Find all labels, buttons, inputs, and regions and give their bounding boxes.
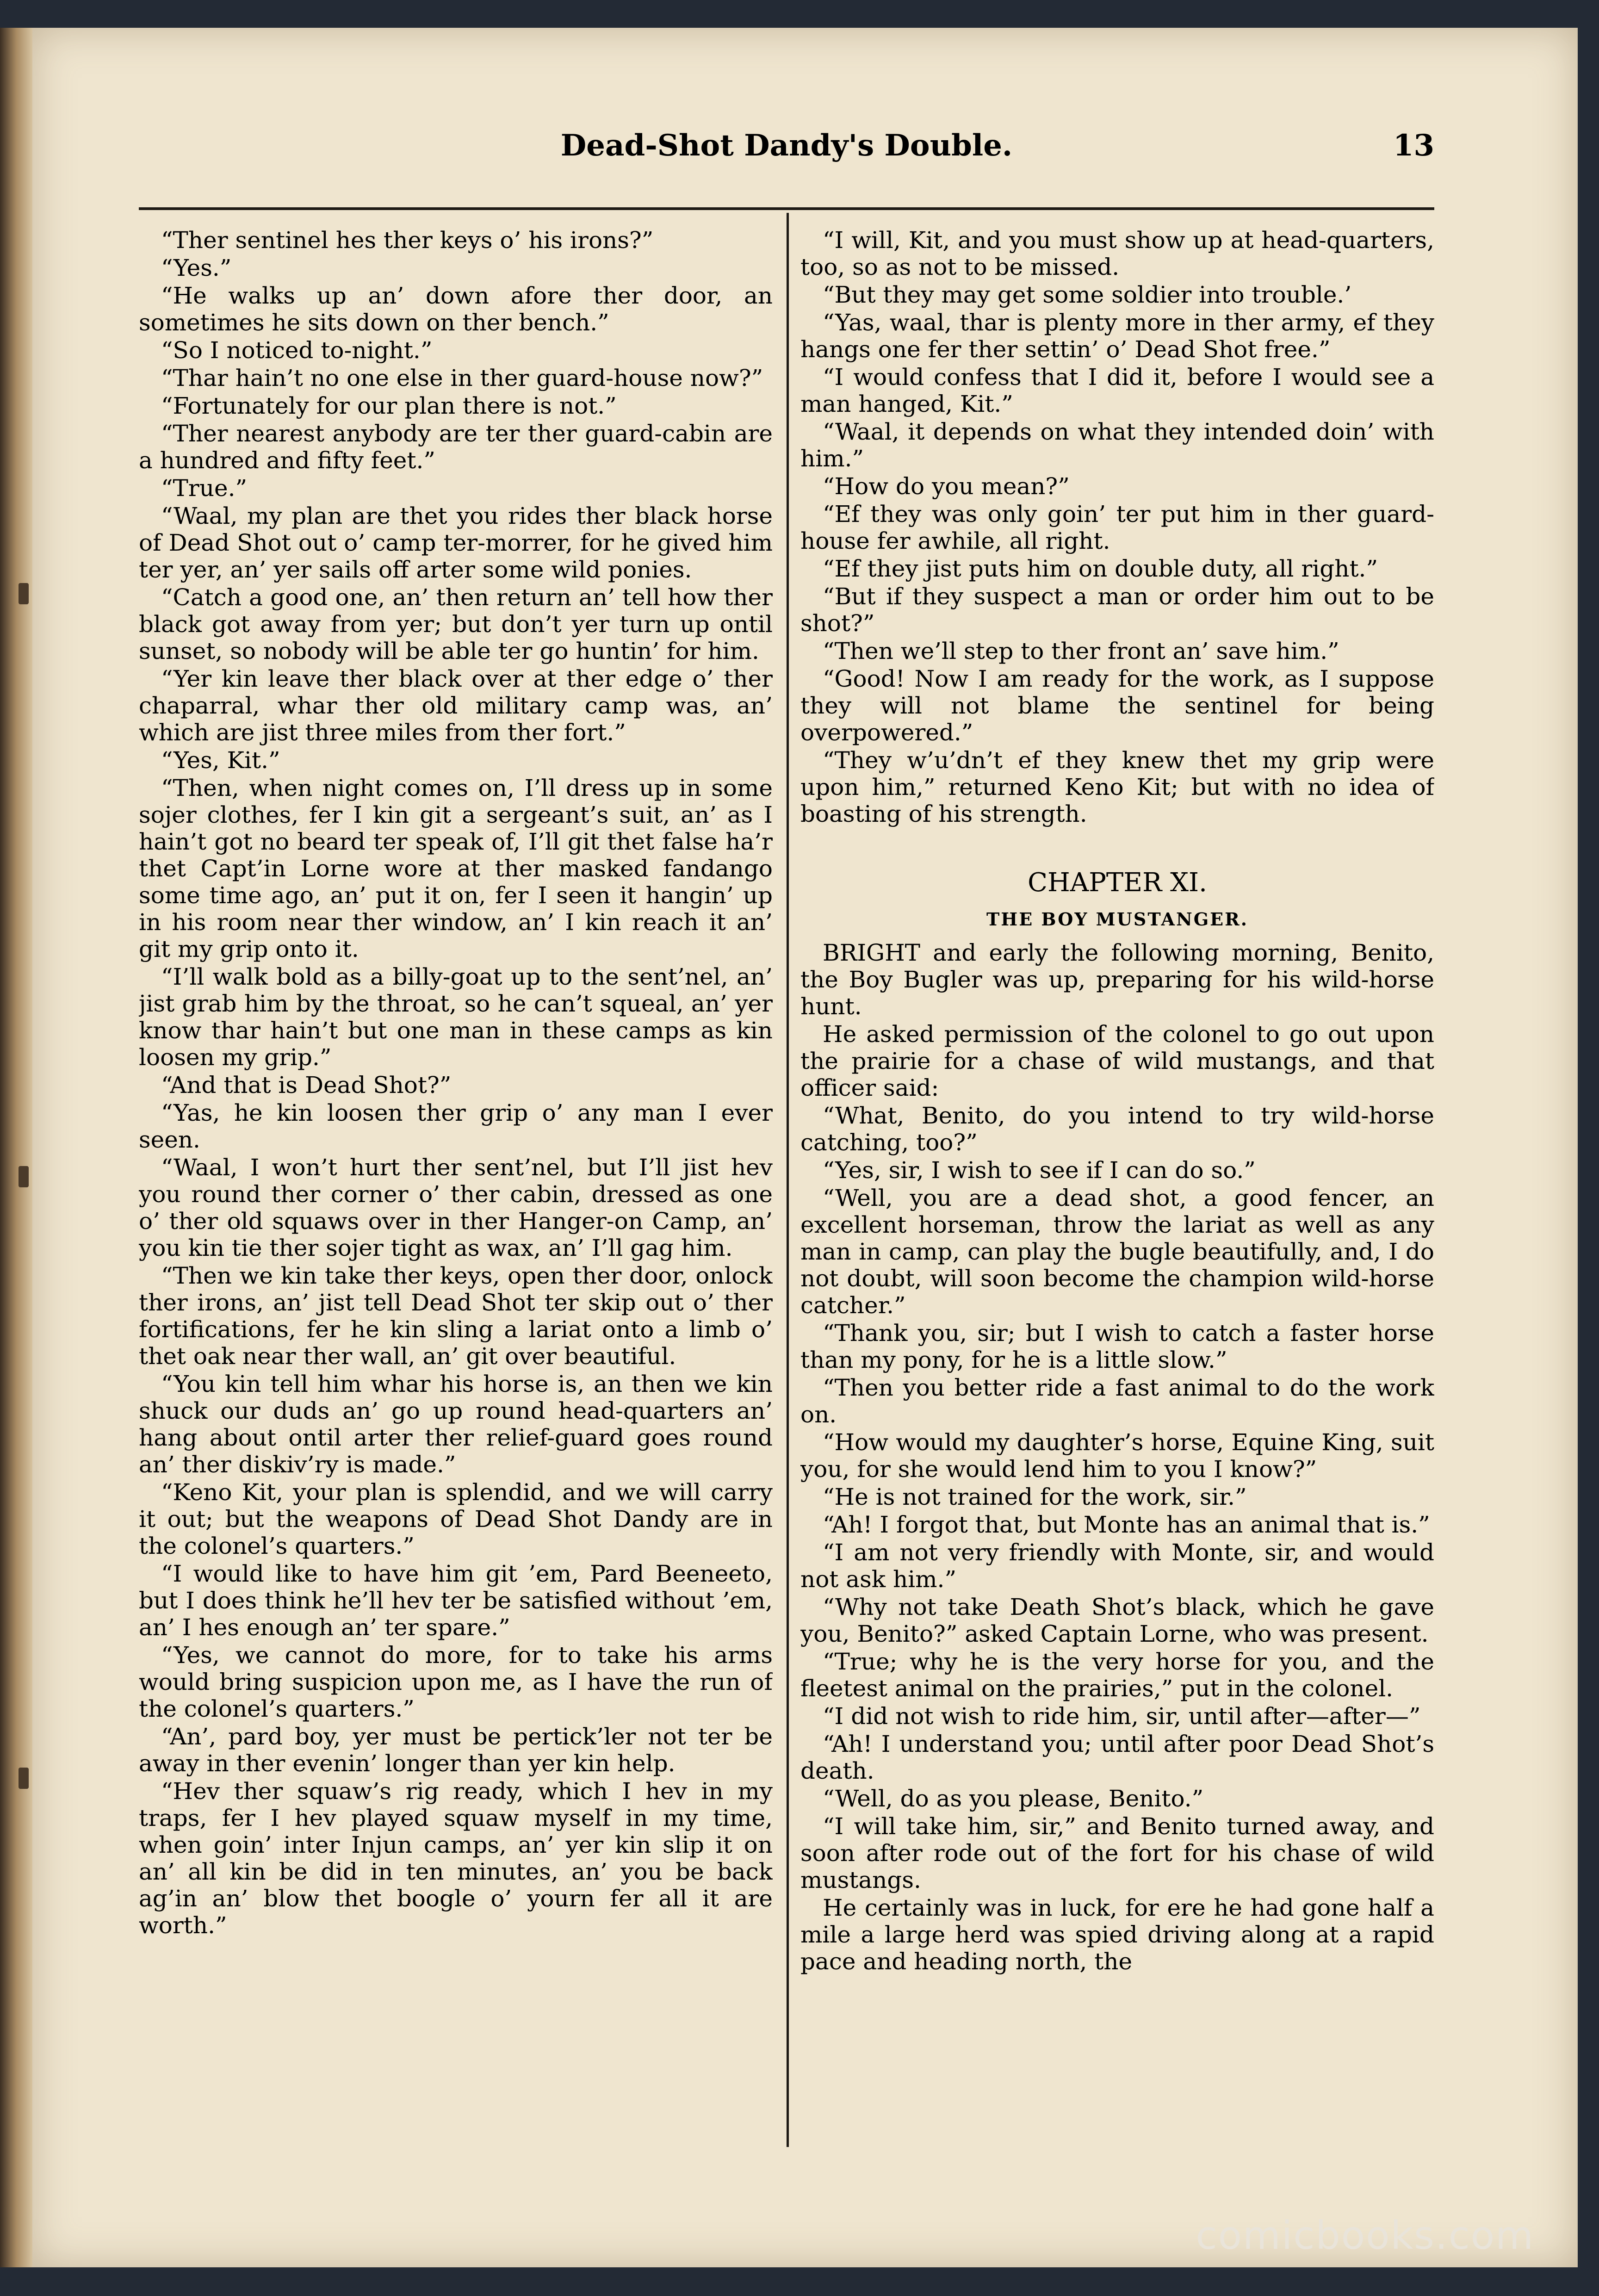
column-divider (787, 213, 789, 2147)
paragraph: “I am not very friendly with Monte, sir, and would not ask him.” (800, 1539, 1434, 1593)
paragraph: “I’ll walk bold as a billy-goat up to the sent’nel, an’ jist grab him by the throat, so he can’t squeal, an’ yer know thar hain’t but one man in these camps as kin loosen my grip.” (139, 963, 773, 1071)
paragraph: “Waal, I won’t hurt ther sent’nel, but I’ll jist hev you round ther corner o’ ther cabin, dressed as one o’ ther old squaws over in ther Hanger-on Camp, an’ you kin tie ther sojer tight as wax, an’ I’ll gag him. (139, 1154, 773, 1261)
paragraph: “Hev ther squaw’s rig ready, which I hev in my traps, fer I hev played squaw myself in my time, when goin’ inter Injun camps, an’ yer kin slip it on an’ all kin be did in ten minutes, an’ you be back ag’in an’ blow thet boogle o’ yourn fer all it are worth.” (139, 1778, 773, 1939)
chapter-title: THE BOY MUSTANGER. (986, 909, 1248, 930)
staple-hole (19, 583, 29, 604)
watermark: comicbooks.com (1196, 2213, 1534, 2258)
paragraph: He certainly was in luck, for ere he had gone half a mile a large herd was spied driving along at a rapid pace and heading north, the (800, 1894, 1434, 1975)
paragraph: “Fortunately for our plan there is not.” (161, 392, 617, 419)
header-rule (139, 207, 1434, 210)
paragraph: “Ah! I understand you; until after poor Dead Shot’s death. (800, 1731, 1434, 1784)
paragraph: “Yer kin leave ther black over at ther edge o’ ther chaparral, whar ther old military camp was, an’ which are jist three miles from ther fort.” (139, 665, 773, 746)
staple-hole (19, 1166, 29, 1187)
paragraph: “Waal, my plan are thet you rides ther black horse of Dead Shot out o’ camp ter-morrer, for he gived him ter yer, an’ yer sails off arter some wild ponies. (139, 503, 773, 583)
paragraph: “Yas, waal, thar is plenty more in ther army, ef they hangs one fer ther settin’ o’ Dead Shot free.” (800, 309, 1434, 363)
paragraph: “Then we’ll step to ther front an’ save him.” (823, 638, 1339, 664)
chapter-heading: CHAPTER XI. (1028, 868, 1207, 898)
paragraph: “Well, you are a dead shot, a good fencer, an excellent horseman, throw the lariat as well as any man in camp, can play the bugle beautifully, and, I do not doubt, will soon become the champion wild-horse catcher.” (800, 1185, 1434, 1319)
paragraph: “Thank you, sir; but I wish to catch a faster horse than my pony, for he is a little slow.” (800, 1320, 1434, 1373)
paragraph: “I will, Kit, and you must show up at head-quarters, too, so as not to be missed. (800, 227, 1434, 280)
paragraph: “Well, do as you please, Benito.” (823, 1785, 1204, 1812)
running-title: Dead-Shot Dandy's Double. (560, 128, 1013, 163)
paragraph: “An’, pard boy, yer must be pertick’ler not ter be away in ther evenin’ longer than yer kin help. (139, 1723, 773, 1777)
paragraph: “Yes.” (161, 254, 232, 281)
paragraph: “Ther nearest anybody are ter ther guard-cabin are a hundred and fifty feet.” (139, 420, 773, 474)
page-header (139, 116, 1434, 180)
staple-hole (19, 1768, 29, 1789)
paragraph: “True.” (161, 475, 248, 502)
paragraph: “Good! Now I am ready for the work, as I suppose they will not blame the sentinel for being overpowered.” (800, 665, 1434, 746)
paragraph: “How would my daughter’s horse, Equine King, suit you, for she would lend him to you I know?” (800, 1429, 1434, 1483)
paragraph: “True; why he is the very horse for you, and the fleetest animal on the prairies,” put in the colonel. (800, 1648, 1434, 1702)
paragraph: “Then we kin take ther keys, open ther door, onlock ther irons, an’ jist tell Dead Shot ter skip out o’ ther fortifications, fer he kin sling a lariat onto a limb o’ thet oak near ther wall, an’ git over beautiful. (139, 1262, 773, 1370)
paragraph: BRIGHT and early the following morning, Benito, the Boy Bugler was up, preparing for his wild-horse hunt. (800, 939, 1434, 1020)
paragraph: “What, Benito, do you intend to try wild-horse catching, too?” (800, 1102, 1434, 1156)
paragraph: “How do you mean?” (823, 473, 1070, 500)
left-column (139, 227, 773, 2170)
paragraph: “Catch a good one, an’ then return an’ tell how ther black got away from yer; but don’t yer turn up ontil sunset, so nobody will be able ter go huntin’ for him. (139, 584, 773, 664)
paragraph: “Thar hain’t no one else in ther guard-house now?” (161, 365, 763, 391)
paragraph: “Yes, sir, I wish to see if I can do so.” (823, 1157, 1256, 1184)
right-column (800, 227, 1434, 2170)
paragraph: “Ah! I forgot that, but Monte has an animal that is.” (823, 1511, 1430, 1538)
paragraph: “I will take him, sir,” and Benito turned away, and soon after rode out of the fort for his chase of wild mustangs. (800, 1813, 1434, 1893)
paragraph: “Yes, we cannot do more, for to take his arms would bring suspicion upon me, as I have the run of the colonel’s quarters.” (139, 1642, 773, 1722)
paragraph: “Keno Kit, your plan is splendid, and we will carry it out; but the weapons of Dead Shot Dandy are in the colonel’s quarters.” (139, 1479, 773, 1559)
paragraph: “Yas, he kin loosen ther grip o’ any man I ever seen. (139, 1099, 773, 1153)
paragraph: “Waal, it depends on what they intended doin’ with him.” (800, 418, 1434, 472)
paragraph: “And that is Dead Shot?” (161, 1072, 452, 1098)
paragraph: “So I noticed to-night.” (161, 337, 433, 364)
binding-spine (0, 28, 32, 2267)
paragraph: “He walks up an’ down afore ther door, an sometimes he sits down on ther bench.” (139, 282, 773, 336)
paragraph: “But they may get some soldier into trouble.’ (823, 281, 1352, 308)
paragraph: “I would like to have him git ’em, Pard Beeneeto, but I does think he’ll hev ter be satisfied without ’em, an’ I hes enough an’ ter spare.” (139, 1560, 773, 1641)
paragraph: He asked permission of the colonel to go out upon the prairie for a chase of wild mustangs, and that officer said: (800, 1021, 1434, 1101)
paragraph: “Yes, Kit.” (161, 747, 280, 774)
paragraph: “Ther sentinel hes ther keys o’ his irons?” (161, 227, 654, 254)
paragraph: “Then, when night comes on, I’ll dress up in some sojer clothes, fer I kin git a sergeant’s suit, an’ as I hain’t got no beard ter speak of, I’ll git thet false ha’r thet Capt’in Lorne wore at ther masked fandango some time ago, an’ put it on, fer I seen it hangin’ up in his room near ther window, an’ I kin reach it an’ git my grip onto it. (139, 775, 773, 962)
paragraph: “Why not take Death Shot’s black, which he gave you, Benito?” asked Captain Lorne, who was present. (800, 1594, 1434, 1647)
paragraph: “They w’u’dn’t ef they knew thet my grip were upon him,” returned Keno Kit; but with no idea of boasting of his strength. (800, 747, 1434, 827)
page-number: 13 (1393, 128, 1434, 163)
paragraph: “Then you better ride a fast animal to do the work on. (800, 1374, 1434, 1428)
paragraph: “Ef they was only goin’ ter put him in ther guard-house fer awhile, all right. (800, 501, 1434, 554)
paragraph: “But if they suspect a man or order him out to be shot?” (800, 583, 1434, 637)
paragraph: “I did not wish to ride him, sir, until after—after—” (823, 1703, 1421, 1730)
paragraph: “You kin tell him whar his horse is, an then we kin shuck our duds an’ go up round head-quarters an’ hang about ontil arter ther relief-guard goes round an’ ther diskiv’ry is made.” (139, 1371, 773, 1478)
paragraph: “Ef they jist puts him on double duty, all right.” (823, 555, 1378, 582)
paragraph: “He is not trained for the work, sir.” (823, 1483, 1247, 1510)
paragraph: “I would confess that I did it, before I would see a man hanged, Kit.” (800, 364, 1434, 417)
